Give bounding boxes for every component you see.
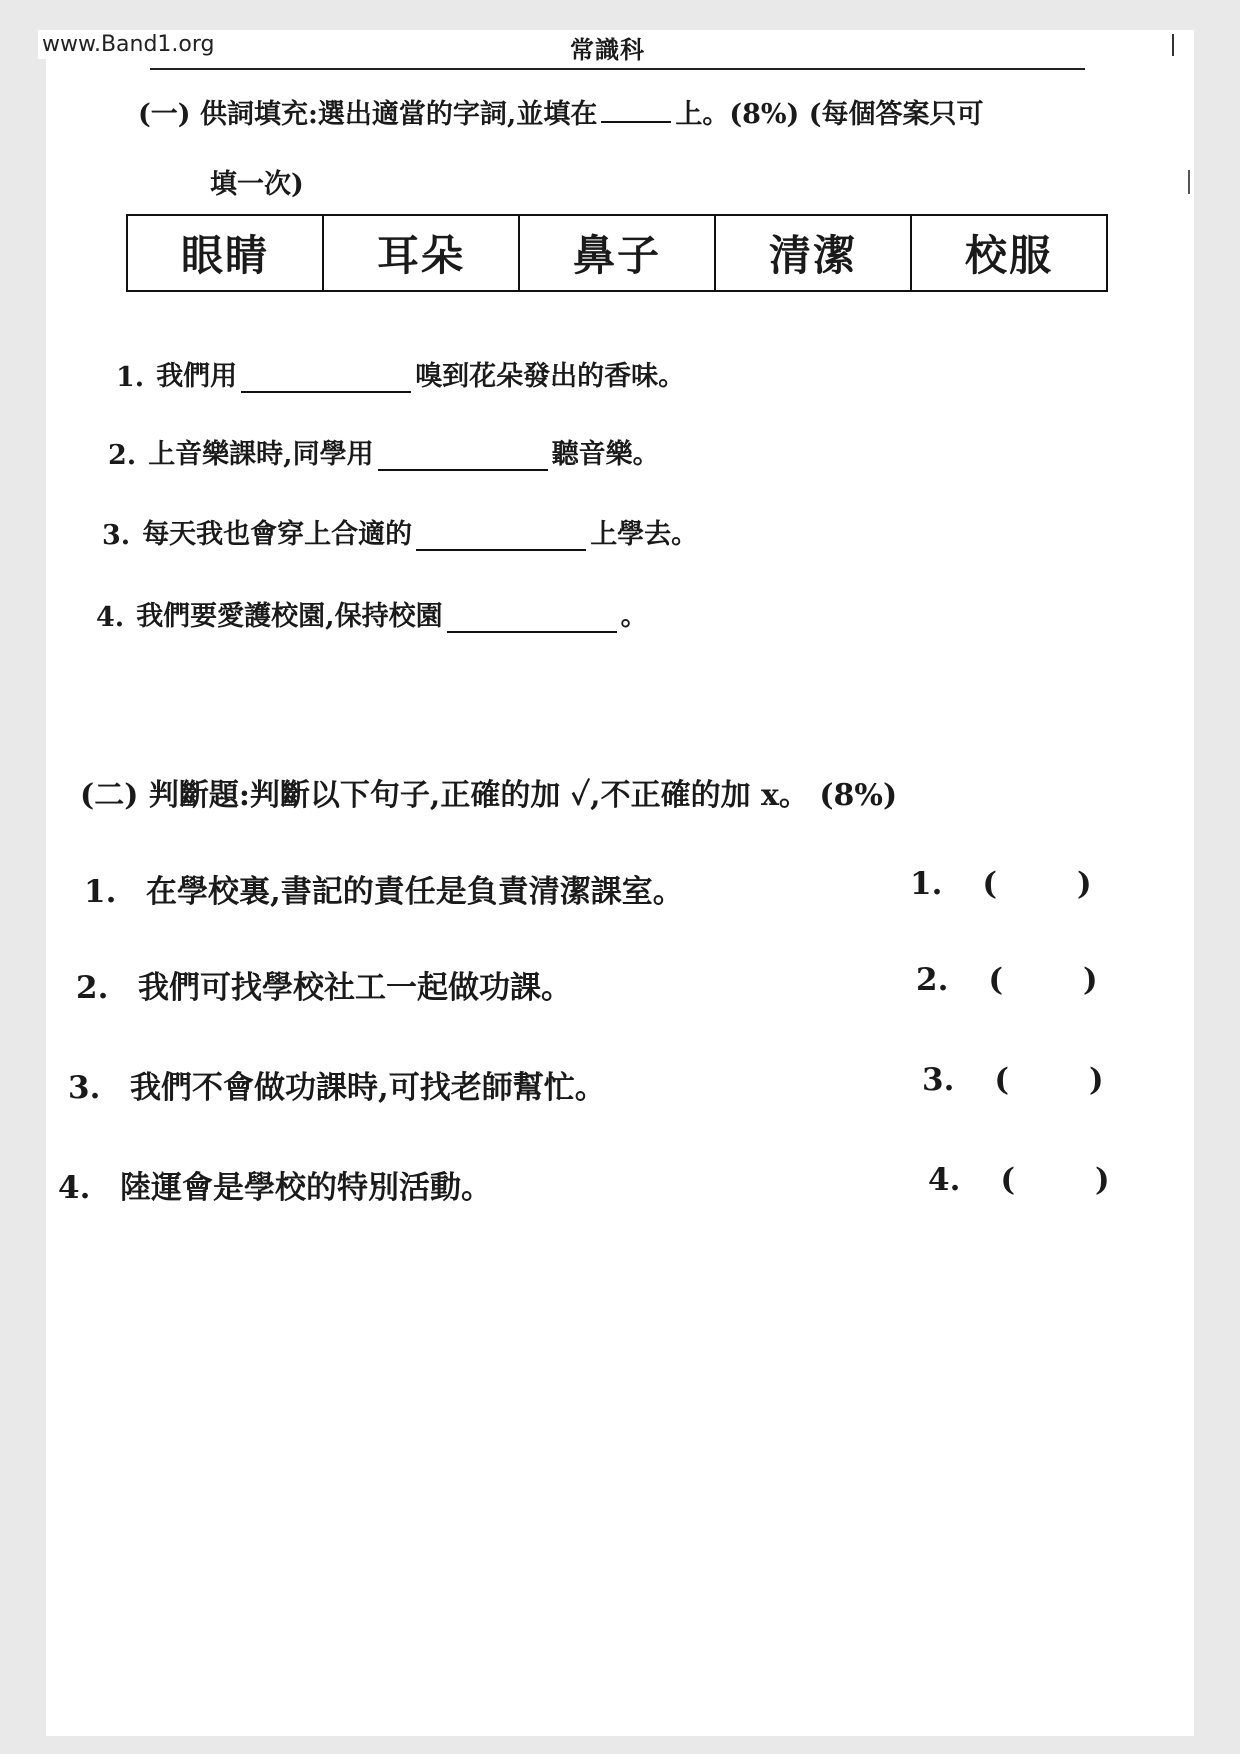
answer-blank[interactable] [416,523,586,551]
word-bank-cell: 校服 [964,231,1053,280]
section2-title: (二) 判斷題:判斷以下句子,正確的加 ✓,不正確的加 x。 (8%) [80,778,898,813]
true-false-item: 4. 陸運會是學校的特別活動。 [58,1170,492,1206]
true-false-item: 2. 我們可找學校社工一起做功課。 [76,970,572,1006]
word-bank-cell: 耳朵 [324,216,520,290]
answer-blank[interactable] [378,443,548,471]
true-false-item: 3. 我們不會做功課時,可找老師幫忙。 [68,1070,606,1106]
header-rule [150,68,1085,70]
inline-blank [601,103,671,123]
fill-item: 2. 上音樂課時,同學用 聽音樂。 [108,439,660,471]
scan-mark [1188,170,1190,194]
answer-bracket[interactable]: 4. ( ) [928,1162,1110,1198]
subject-title: 常識科 [570,35,645,64]
fill-item: 4. 我們要愛護校園,保持校園 。 [96,601,648,633]
answer-bracket[interactable]: 2. ( ) [916,962,1098,998]
fill-item: 3. 每天我也會穿上合適的 上學去。 [102,519,699,551]
true-false-item: 1. 在學校裏,書記的責任是負責清潔課室。 [84,874,684,910]
word-bank-cell: 眼睛 [128,216,324,290]
answer-blank[interactable] [241,365,411,393]
site-watermark: www.Band1.org [38,30,219,59]
answer-bracket[interactable]: 1. ( ) [910,866,1092,902]
word-bank-cell: 清潔 [716,216,912,290]
answer-blank[interactable] [447,605,617,633]
fill-item: 1. 我們用 嗅到花朵發出的香味。 [116,361,686,393]
answer-bracket[interactable]: 3. ( ) [922,1062,1104,1098]
section1-title-line2: 填一次) [210,169,304,200]
scan-mark [1172,34,1174,56]
section1-title: (一) 供詞填充:選出適當的字詞,並填在 上。(8%) (每個答案只可 [138,99,984,130]
word-bank-cell: 鼻子 [520,216,716,290]
word-bank [126,214,1108,292]
